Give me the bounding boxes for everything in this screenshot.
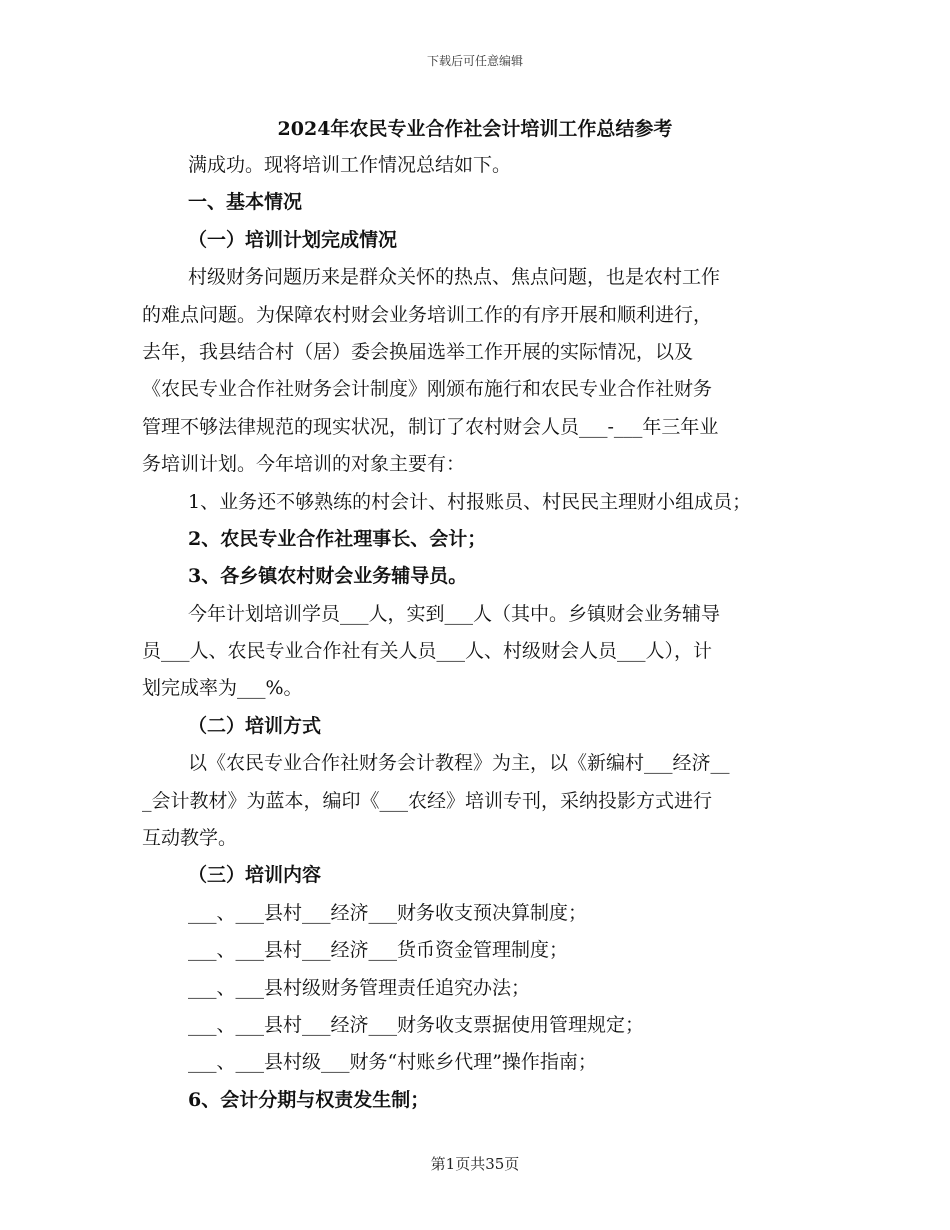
section-heading-line: （二）培训方式	[188, 714, 322, 737]
body-text-line: ___、___县村___经济___财务收支票据使用管理规定；	[188, 1013, 645, 1036]
section-heading-line: 6、会计分期与权责发生制；	[188, 1088, 430, 1111]
body-text-line: 员___人、农民专业合作社有关人员___人、村级财会人员___人），计	[142, 640, 713, 663]
section-heading-line: 一、基本情况	[188, 191, 303, 214]
body-text-line: 划完成率为___%。	[142, 677, 303, 700]
body-text-line: 以《农民专业合作社财务会计教程》为主，以《新编村___经济__	[188, 752, 730, 775]
body-text-line: 村级财务问题历来是群众关怀的热点、焦点问题，也是农村工作	[188, 266, 721, 289]
body-text-line: 的难点问题。为保障农村财会业务培训工作的有序开展和顺利进行，	[142, 303, 713, 326]
page-header: 下载后可任意编辑	[426, 54, 523, 68]
document-body	[142, 147, 818, 1119]
section-heading-line: 3、各乡镇农村财会业务辅导员。	[188, 565, 468, 588]
body-text-line: ___、___县村级财务管理责任追究办法；	[188, 976, 531, 999]
page-footer: 第1页共35页	[430, 1155, 520, 1173]
document-title: 2024年农民专业合作社会计培训工作总结参考	[277, 118, 673, 140]
section-heading-line: 2、农民专业合作社理事长、会计；	[188, 527, 487, 550]
section-heading-line: （三）培训内容	[188, 864, 322, 887]
body-text-line: ___、___县村级___财务“村账乡代理”操作指南；	[188, 1051, 597, 1074]
body-text-line: 务培训计划。今年培训的对象主要有：	[142, 453, 466, 476]
body-text-line: 互动教学。	[142, 827, 238, 850]
section-heading-line: （一）培训计划完成情况	[188, 228, 398, 251]
body-text-line: _会计教材》为蓝本，编印《___农经》培训专刊，采纳投影方式进行	[142, 789, 713, 812]
body-text-line: 《农民专业合作社财务会计制度》刚颁布施行和农民专业合作社财务	[142, 378, 713, 401]
body-text-line: 管理不够法律规范的现实状况，制订了农村财会人员___-___年三年业	[142, 415, 719, 438]
body-text-line: 满成功。现将培训工作情况总结如下。	[188, 154, 512, 176]
body-text-line: 1、业务还不够熟练的村会计、村报账员、村民民主理财小组成员；	[188, 490, 752, 513]
body-text-line: ___、___县村___经济___货币资金管理制度；	[188, 939, 569, 962]
body-text-line: 去年，我县结合村（居）委会换届选举工作开展的实际情况，以及	[142, 340, 694, 363]
body-text-line: 今年计划培训学员___人，实到___人（其中。乡镇财会业务辅导	[188, 602, 721, 625]
body-text-line: ___、___县村___经济___财务收支预决算制度；	[188, 901, 588, 924]
